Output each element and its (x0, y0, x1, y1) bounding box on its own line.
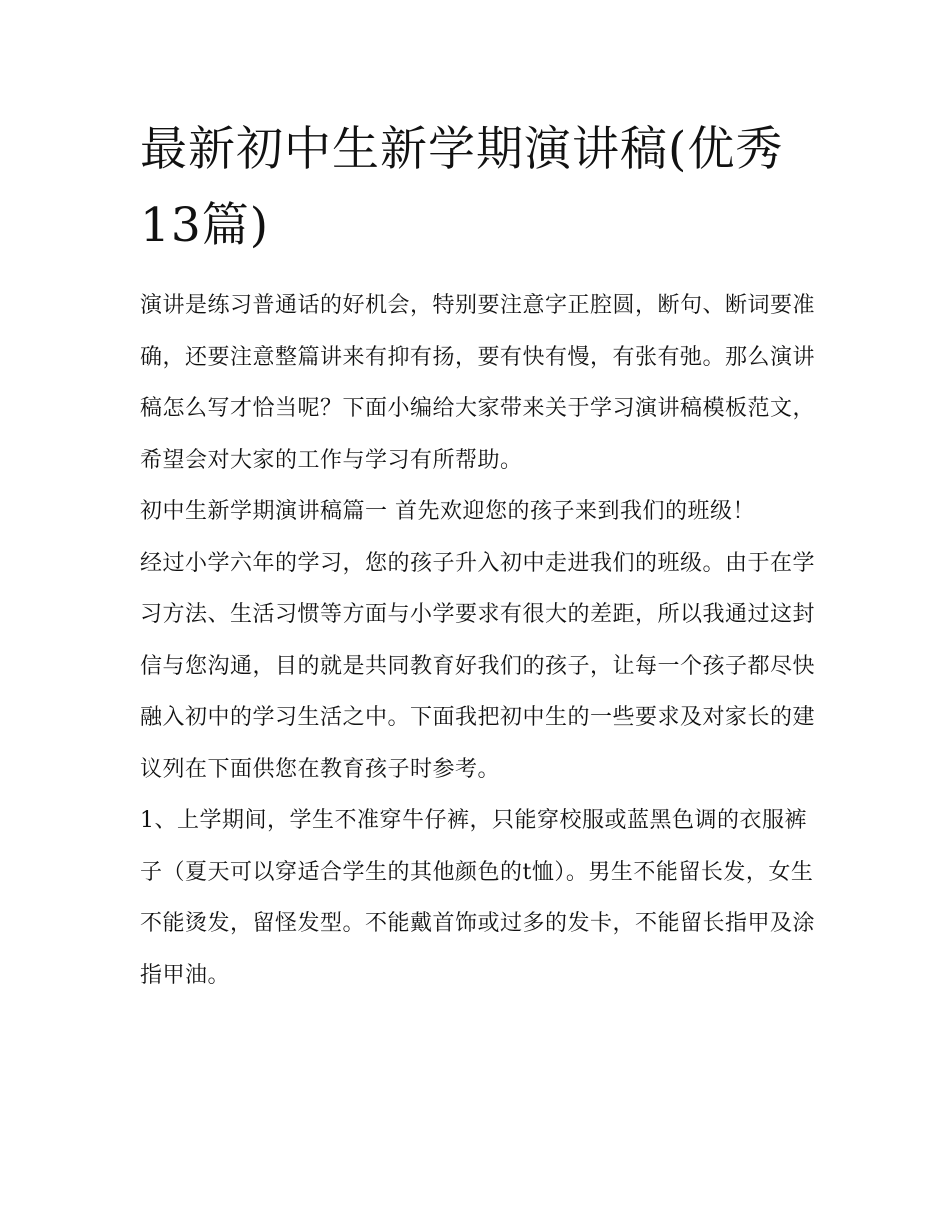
paragraph-intro: 演讲是练习普通话的好机会，特别要注意字正腔圆，断句、断词要准确，还要注意整篇讲来有抑有扬，要有快有慢，有张有弛。那么演讲稿怎么写才恰当呢？下面小编给大家带来关于学习演讲稿模板范文，希望会对大家的工作与学习有所帮助。 (140, 293, 816, 473)
paragraph-rule-1: 1、上学期间，学生不准穿牛仔裤，只能穿校服或蓝黑色调的衣服裤子（夏天可以穿适合学生的其他颜色的t恤）。男生不能留长发，女生不能烫发，留怪发型。不能戴首饰或过多的发卡，不能留长指甲及涂指甲油。 (140, 808, 816, 988)
document-page (140, 112, 815, 1001)
paragraph-body: 经过小学六年的学习，您的孩子升入初中走进我们的班级。由于在学习方法、生活习惯等方面与小学要求有很大的差距，所以我通过这封信与您沟通，目的就是共同教育好我们的孩子，让每一个孩子都尽快融入初中的学习生活之中。下面我把初中生的一些要求及对家长的建议列在下面供您在教育孩子时参考。 (140, 550, 816, 782)
document-title: 最新初中生新学期演讲稿(优秀13篇) (140, 122, 784, 253)
paragraph-section-heading: 初中生新学期演讲稿篇一 首先欢迎您的孩子来到我们的班级！ (140, 499, 755, 524)
